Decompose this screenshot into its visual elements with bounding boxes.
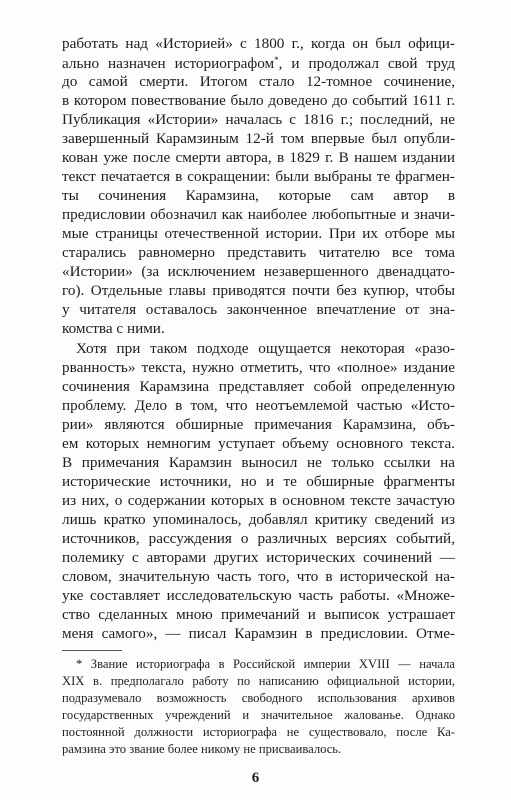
body-line: проблему. Дело в том, что неотъемлемой частью «Исто- [62, 397, 455, 414]
body-line: рванность» текста, нужно отметить, что «полное» издание [62, 359, 455, 376]
body-line: сочинения Карамзина представляет собой определенную [62, 378, 455, 395]
body-line: из них, о содержании которых в основном тексте зачастую [62, 492, 455, 509]
body-line: Публикация «Истории» началась с 1816 г.; последний, не [62, 111, 455, 128]
body-line: работать над «Историей» с 1800 г., когда он был офици- [62, 35, 455, 52]
body-line: у читателя оставалось законченное впечатление от зна- [62, 301, 455, 318]
body-line: старались равномерно представить читателю все тома [62, 244, 455, 261]
line-text: ально назначен историографом*, и продолжал свой труд [62, 55, 455, 72]
body-line: меня самого», — писал Карамзин в предисловии. Отме- [62, 625, 455, 642]
body-line: полемику с авторами других исторических сочинений — [62, 549, 455, 566]
body-line: предисловии обозначил как наиболее любопытные и значи- [62, 206, 455, 223]
body-line: го). Отдельные главы приводятся почти без купюр, чтобы [62, 282, 455, 299]
body-line: рии» являются обширные примечания Карамзина, объ- [62, 416, 455, 433]
body-line: ем которых немногим уступает объему основного текста. [62, 435, 455, 452]
body-line: уке составляет исследовательскую часть работы. «Множе- [62, 587, 455, 604]
footnote-line: XIX в. предполагало работу по написанию официальной истории, [62, 674, 455, 688]
footnote-line: подразумевало возможность свободного использования архивов [62, 691, 455, 705]
body-line: текст печатается в сокращении: были выбраны те фрагмен- [62, 168, 455, 185]
body-line: мые страницы отечественной истории. При их отборе мы [62, 225, 455, 242]
body-line: лишь кратко упоминалось, добавлял критику сведений из [62, 511, 455, 528]
body-line: исторические источники, но и те обширные фрагменты [62, 473, 455, 490]
footnote-ref-mark: * [274, 55, 279, 65]
footnote-separator [62, 650, 122, 651]
body-line: комства с ними. [62, 320, 165, 337]
paragraph-first-line: Хотя при таком подходе ощущается некоторая «разо- [76, 340, 455, 357]
body-line: словом, значительную часть того, что в исторической на- [62, 568, 455, 585]
body-line: до самой смерти. Итогом стало 12-томное сочинение, [62, 73, 455, 90]
body-line: в котором повествование было доведено до событий 1611 г. [62, 92, 455, 109]
body-line: завершенный Карамзиным 12-й том впервые был опубли- [62, 130, 455, 147]
footnote-line: постоянной должности историографа не существовало, после Ка- [62, 725, 455, 739]
footnote-line: * Звание историографа в Российской империи XVIII — начала [76, 657, 455, 671]
body-line: кован уже после смерти автора, в 1829 г. В нашем издании [62, 149, 455, 166]
footnote-line: государственных учреждений и значительное жалованье. Однако [62, 708, 455, 722]
body-line [62, 54, 455, 73]
page-number: 6 [251, 770, 260, 786]
body-line: ты сочинения Карамзина, которые сам автор в [62, 187, 455, 204]
body-line: источников, рассуждения о различных версиях событий, [62, 530, 455, 547]
body-line: ство сделанных мною примечаний и выписок устрашает [62, 606, 455, 623]
body-line: «Истории» (за исключением незавершенного двенадцато- [62, 263, 455, 280]
body-line: В примечания Карамзин выносил не только ссылки на [62, 454, 455, 471]
footnote-line: рамзина это звание более никому не присваивалось. [62, 742, 342, 756]
